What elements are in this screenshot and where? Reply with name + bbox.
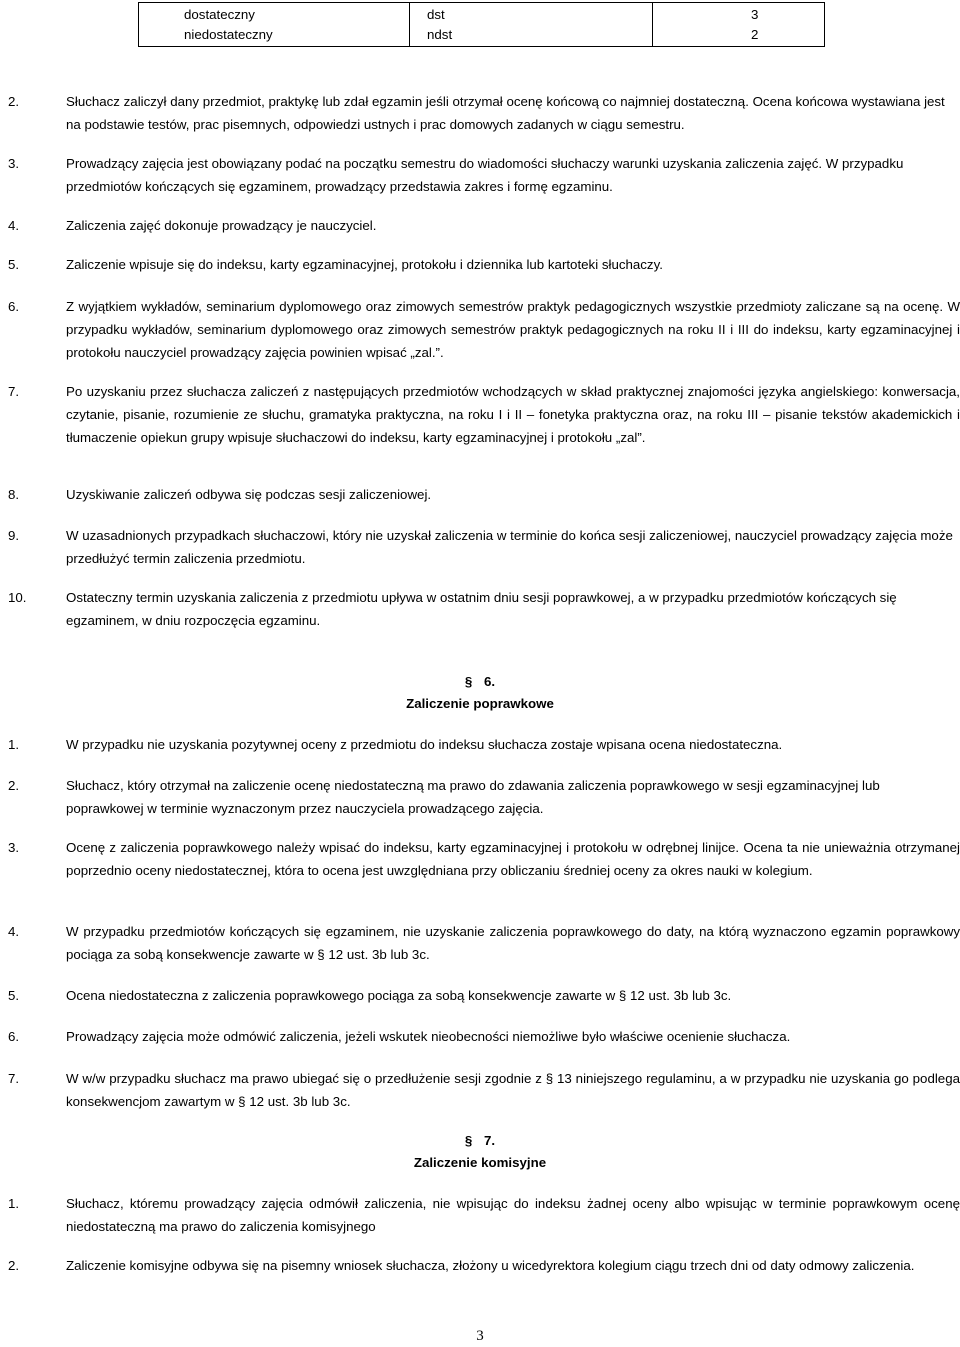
- item-text: W uzasadnionych przypadkach słuchaczowi, który nie uzyskał zaliczenia w terminie do końca sesji zaliczeniowej, nauczyciel prowadzący zajęcia może przedłużyć termin zaliczenia przedmiotu.: [66, 528, 953, 566]
- list-item: [8, 1192, 960, 1238]
- item-text: Zaliczenia zajęć dokonuje prowadzący je nauczyciel.: [66, 218, 377, 233]
- paragraph-sign: §: [464, 1133, 473, 1148]
- item-text: Z wyjątkiem wykładów, seminarium dyplomowego oraz zimowych semestrów praktyk pedagogicznych wszystkie przedmioty zaliczane są na ocenę. W przypadku wykładów, seminarium dyplomowego oraz zimowych semestrów praktyk pedagogicznych na roku II i III do indeksu, karty egzaminacyjnej i protokołu nauczyciel prowadzący zajęcia powinien wpisać „zal.”.: [66, 299, 960, 360]
- item-text: W w/w przypadku słuchacz ma prawo ubiegać się o przedłużenie sesji zgodnie z § 13 niniejszego regulaminu, a w przypadku nie uzyskania go podlega konsekwencjom zawartym w § 12 ust. 3b lub 3c.: [66, 1071, 960, 1109]
- list-item: [8, 483, 960, 506]
- item-text: Po uzyskaniu przez słuchacza zaliczeń z następujących przedmiotów wchodzących w skład praktycznej znajomości języka angielskiego: konwersacja, czytanie, pisanie, rozumienie ze słuchu, gramatyka praktyczna, na roku I i II – fonetyka praktyczna oraz, na roku III – pisanie tekstów akademickich i tłumaczenie opiekun grupy wpisuje słuchaczowi do indeksu, karty egzaminacyjnej i protokołu „zal”.: [66, 384, 960, 445]
- item-text: Ocenę z zaliczenia poprawkowego należy wpisać do indeksu, karty egzaminacyjnej i protokołu w odrębnej linijce. Ocena ta nie unieważnia otrzymanej poprzednio oceny niedostatecznej, która to ocena jest uwzględniana przy obliczaniu średniej oceny za okres nauki w kolegium.: [66, 840, 960, 878]
- grade-labels-cell: [139, 3, 410, 47]
- item-number: 7.: [8, 1071, 20, 1086]
- item-text: Zaliczenie wpisuje się do indeksu, karty egzaminacyjnej, protokołu i dziennika lub kartoteki słuchaczy.: [66, 257, 663, 272]
- list-item: [8, 836, 960, 882]
- page-number: 3: [476, 1328, 484, 1344]
- list-item: [8, 984, 960, 1007]
- list-item: [8, 524, 960, 570]
- item-number: 8.: [8, 487, 20, 502]
- list-item: [8, 774, 960, 820]
- paragraph-sign: §: [464, 674, 473, 689]
- item-number: 1.: [8, 737, 20, 752]
- section-number-text: 7.: [484, 1133, 496, 1148]
- list-item: [8, 214, 960, 237]
- item-number: 2.: [8, 94, 20, 109]
- item-text: Prowadzący zajęcia może odmówić zaliczenia, jeżeli wskutek nieobecności niemożliwe było właściwe ocenienie słuchacza.: [66, 1029, 791, 1044]
- section-number: [0, 670, 960, 693]
- item-text: Słuchacz zaliczył dany przedmiot, praktykę lub zdał egzamin jeśli otrzymał ocenę końcową co najmniej dostateczną. Ocena końcowa wystawiana jest na podstawie testów, prac pisemnych, odpowiedzi ustnych i prac domowych zadanych w ciągu semestru.: [66, 94, 945, 132]
- list-item: [8, 380, 960, 449]
- grade-abbr: dst: [427, 7, 445, 22]
- item-text: Ocena niedostateczna z zaliczenia poprawkowego pociąga za sobą konsekwencje zawarte w § 12 ust. 3b lub 3c.: [66, 988, 732, 1003]
- item-number: 2.: [8, 778, 20, 793]
- list-item: [8, 1025, 960, 1048]
- item-number: 2.: [8, 1258, 20, 1273]
- list-item: [8, 90, 960, 136]
- item-number: 9.: [8, 528, 20, 543]
- item-text: Prowadzący zajęcia jest obowiązany podać na początku semestru do wiadomości słuchaczy warunki uzyskania zaliczenia zajęć. W przypadku przedmiotów kończących się egzaminem, prowadzący przedstawia zakres i formę egzaminu.: [66, 156, 904, 194]
- grade-table: [138, 2, 825, 47]
- item-text: Uzyskiwanie zaliczeń odbywa się podczas sesji zaliczeniowej.: [66, 487, 432, 502]
- item-number: 5.: [8, 257, 20, 272]
- item-text: Zaliczenie komisyjne odbywa się na pisemny wniosek słuchacza, złożony u wicedyrektora kolegium ciągu trzech dni od daty odmowy zaliczenia.: [66, 1258, 915, 1273]
- grade-value-cell: [653, 3, 825, 47]
- item-number: 6.: [8, 299, 20, 314]
- grade-abbr-cell: [410, 3, 653, 47]
- item-text: Słuchacz, który otrzymał na zaliczenie ocenę niedostateczną ma prawo do zdawania zaliczenia poprawkowego w sesji egzaminacyjnej lub poprawkowej w terminie wyznaczonym przez nauczyciela prowadzącego zajęcia.: [66, 778, 880, 816]
- list-item: [8, 295, 960, 364]
- item-number: 1.: [8, 1196, 20, 1211]
- item-text: W przypadku przedmiotów kończących się egzaminem, nie uzyskanie zaliczenia poprawkowego do daty, na którą wyznaczono egzamin poprawkowy pociąga za sobą konsekwencje zawarte w § 12 ust. 3b lub 3c.: [66, 924, 960, 962]
- item-number: 10.: [8, 590, 27, 605]
- grade-value: 3: [751, 7, 759, 22]
- item-number: 4.: [8, 218, 20, 233]
- item-text: W przypadku nie uzyskania pozytywnej oceny z przedmiotu do indeksu słuchacza zostaje wpisana ocena niedostateczna.: [66, 737, 783, 752]
- grade-abbr: ndst: [427, 27, 453, 42]
- table-row: [139, 3, 825, 47]
- list-item: [8, 586, 960, 632]
- list-item: [8, 1067, 960, 1113]
- item-number: 3.: [8, 840, 20, 855]
- section-title: Zaliczenie komisyjne: [413, 1155, 547, 1170]
- list-item: [8, 1254, 960, 1277]
- item-number: 7.: [8, 384, 20, 399]
- list-item: [8, 253, 960, 276]
- section-number-text: 6.: [484, 674, 496, 689]
- item-number: 3.: [8, 156, 20, 171]
- grade-label: niedostateczny: [184, 27, 273, 42]
- item-number: 5.: [8, 988, 20, 1003]
- item-text: Ostateczny termin uzyskania zaliczenia z przedmiotu upływa w ostatnim dniu sesji poprawkowej, a w przypadku przedmiotów kończących się egzaminem, w dniu rozpoczęcia egzaminu.: [66, 590, 897, 628]
- section-number: [0, 1129, 960, 1152]
- grade-value: 2: [751, 27, 759, 42]
- item-text: Słuchacz, któremu prowadzący zajęcia odmówił zaliczenia, nie wpisując do indeksu żadnej oceny albo wpisując w terminie poprawkowym ocenę niedostateczną ma prawo do zaliczenia komisyjnego: [66, 1196, 960, 1234]
- section-title: Zaliczenie poprawkowe: [406, 696, 554, 711]
- list-item: [8, 733, 960, 756]
- list-item: [8, 152, 960, 198]
- list-item: [8, 920, 960, 966]
- item-number: 6.: [8, 1029, 20, 1044]
- item-number: 4.: [8, 924, 20, 939]
- grade-label: dostateczny: [184, 7, 255, 22]
